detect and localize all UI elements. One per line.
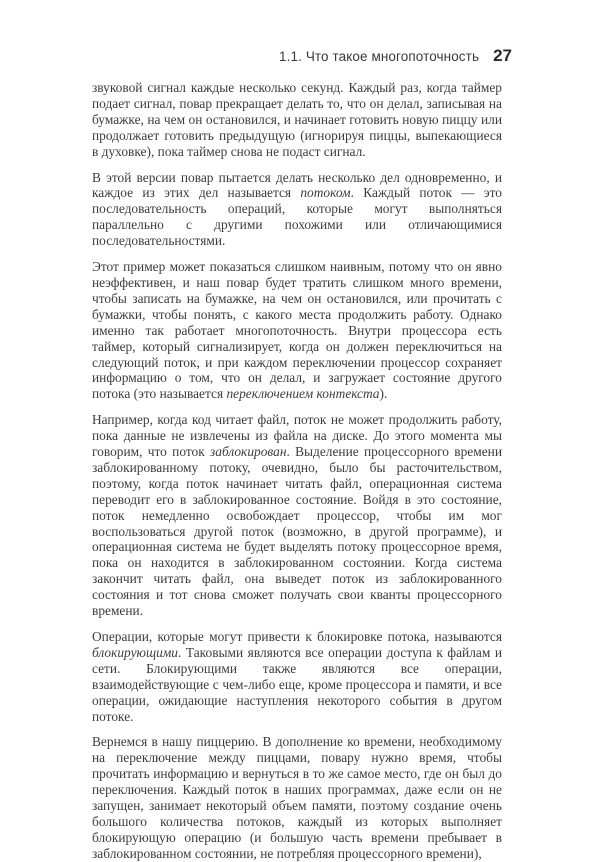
paragraph-3	[92, 259, 502, 402]
paragraph-5	[92, 629, 502, 724]
term-thread: потоком	[300, 185, 351, 201]
paragraph-text: Вернемся в нашу пиццерию. В дополнение ко времени, необходимому на переключение между пиццами, повару нужно время, чтобы прочитать информацию и вернуться в то же самое место, где он был до переключения. Каждый поток в наших программах, даже если он не запущен, занимает некоторый объем памяти, поэтому создание очень большого количества потоков, каждый из которых выполняет блокирующую операцию (и большую часть времени пребывает в заблокированном состоянии, не потребляя процессорного времени),	[92, 734, 502, 861]
paragraph-4	[92, 412, 502, 619]
paragraph-text: . Каждый поток — это последовательность операций, которые могут выполняться параллельно с другими похожими или отличающимися последовательностями.	[92, 185, 502, 249]
section-title: 1.1. Что такое многопоточность	[279, 49, 480, 64]
paragraph-text: Операции, которые могут привести к блокировке потока, называются	[92, 629, 502, 644]
paragraph-text: Этот пример может показаться слишком наивным, потому что он явно неэффективен, и наш повар будет тратить слишком много времени, чтобы записать на бумажке, на чем он остановился, или прочитать с бумажки, чтобы понять, с какого места продолжить работу. Однако именно так работает многопоточность. Внутри процессора есть таймер, который сигнализирует, когда он должен переключиться на следующий поток, и при каждом переключении процессор сохраняет информацию о том, что он делал, и загружает состояние другого потока (это называется	[92, 259, 502, 402]
term-blocking: блокирующими	[92, 644, 179, 660]
term-context-switch: переключением контекста	[226, 386, 380, 402]
paragraph-6	[92, 734, 502, 861]
paragraph-text: В этой версии повар пытается делать несколько дел одновременно, и каждое из этих дел называется	[92, 169, 502, 201]
paragraph-text: . Выделение процессорного времени заблокированному потоку, очевидно, было бы расточительством, поэтому, когда поток начинает читать файл, операционная система переводит его в заблокированное состояние. Войдя в это состояние, поток немедленно освобождает процессор, чтобы им мог воспользоваться другой поток (возможно, в другой программе), и операционная система не будет выделять потоку процессорное время, пока он находится в заблокированном состоянии. Когда система закончит читать файл, она выведет поток из заблокированного состояния и тот снова сможет получать свои кванты процессорного времени.	[92, 444, 502, 619]
paragraph-text: ).	[379, 386, 388, 402]
paragraph-text: . Таковыми являются все операции доступа к файлам и сети. Блокирующими также являются все операции, взаимодействующие с чем-либо еще, кроме процессора и памяти, и все операции, ожидающие наступления некоторого события в другом потоке.	[92, 644, 502, 724]
paragraph-text: звуковой сигнал каждые несколько секунд. Каждый раз, когда таймер подает сигнал, повар прекращает делать то, что он делал, записывая на бумажке, на чем он остановился, и начинает готовить новую пиццу или продолжает готовить предыдущую (игнорируя пиццы, выпекающиеся в духовке), пока таймер снова не подаст сигнал.	[92, 80, 502, 159]
running-header	[279, 46, 512, 66]
paragraph-text: Например, когда код читает файл, поток не может продолжить работу, пока данные не извлечены из файла на диске. До этого момента мы говорим, что поток	[92, 412, 502, 460]
paragraph-2	[92, 170, 502, 250]
page-number: 27	[493, 46, 512, 65]
body-text	[92, 80, 502, 862]
term-blocked: заблокирован	[210, 444, 287, 460]
paragraph-1	[92, 80, 502, 160]
